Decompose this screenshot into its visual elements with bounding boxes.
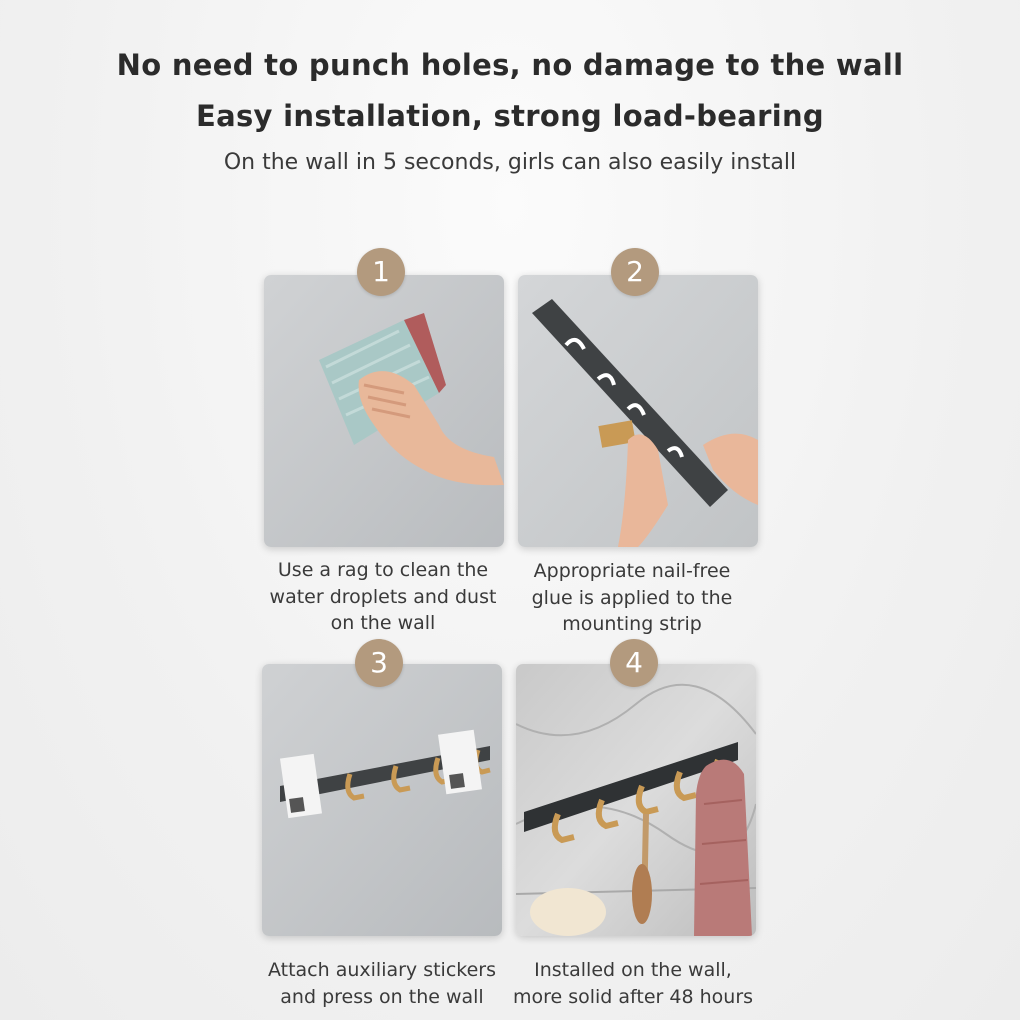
headline-line-2: Easy installation, strong load-bearing (196, 99, 824, 133)
step-1-photo (264, 275, 504, 547)
step-1-caption-line-1: Use a rag to clean the (277, 559, 489, 581)
step-2-caption (502, 558, 762, 638)
step-4-caption-line-2: more solid after 48 hours (512, 985, 754, 1008)
step-4-photo (516, 664, 756, 936)
step-4-caption-line-1: Installed on the wall, (534, 959, 732, 981)
step-3-caption-line-2: and press on the wall (280, 985, 484, 1008)
step-1-caption-line-3: on the wall (330, 612, 436, 634)
step-2-caption-line-3: mounting strip (562, 613, 702, 635)
step-4-caption (503, 957, 763, 1010)
headline-subtitle: On the wall in 5 seconds, girls can also easily install (223, 150, 797, 175)
step-3-photo (262, 664, 502, 936)
step-3-caption (252, 957, 512, 1010)
step-2-caption-line-1: Appropriate nail-free (533, 560, 731, 582)
headline-line-1: No need to punch holes, no damage to the wall (116, 48, 904, 82)
step-3-number-badge: 3 (355, 639, 403, 687)
step-2-caption-line-2: glue is applied to the (531, 586, 733, 609)
step-1-caption-line-2: water droplets and dust (269, 585, 497, 608)
step-3-caption-line-1: Attach auxiliary stickers (267, 959, 497, 981)
step-2-photo (518, 275, 758, 547)
step-2-number-badge: 2 (611, 248, 659, 296)
step-1-number-badge: 1 (357, 248, 405, 296)
step-4-number-badge: 4 (610, 639, 658, 687)
step-1-caption (253, 557, 513, 637)
